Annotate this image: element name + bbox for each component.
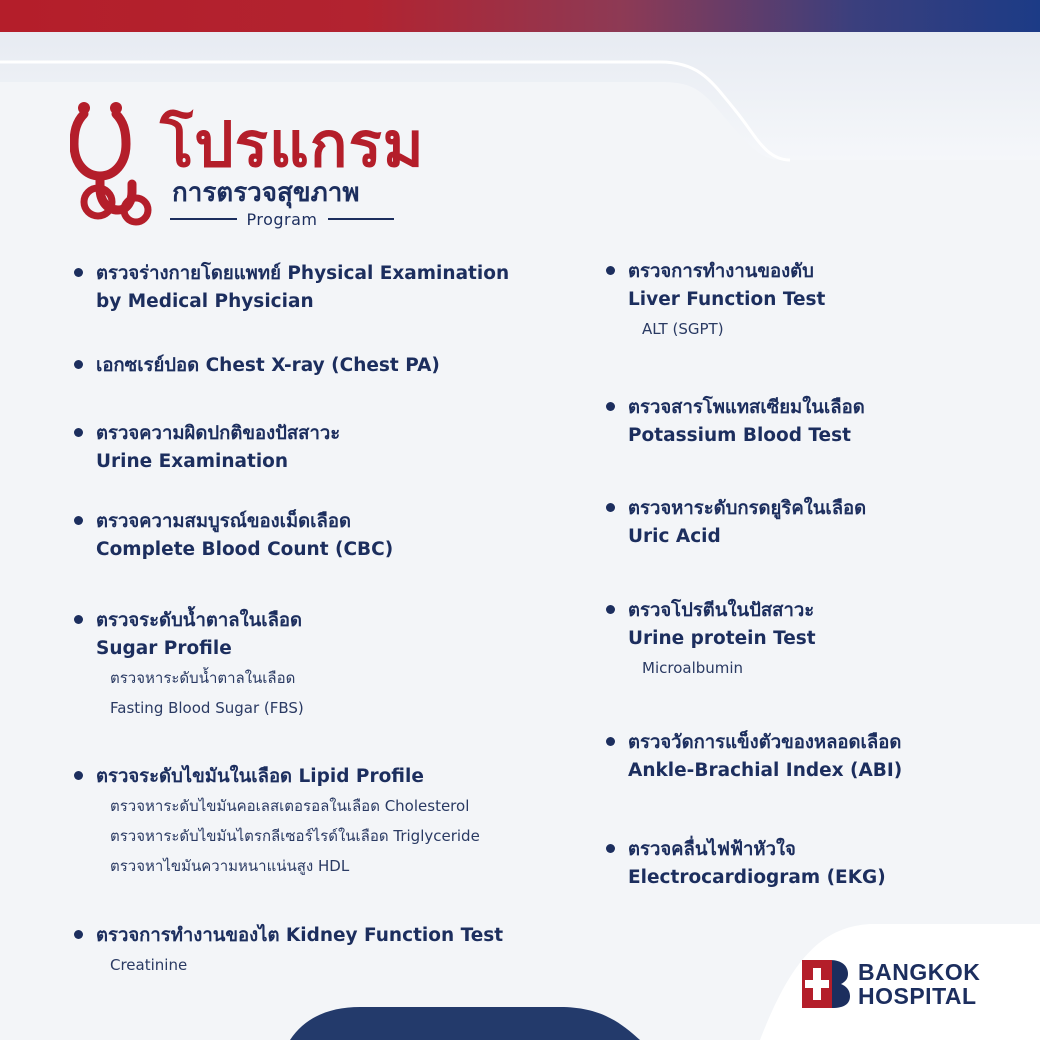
list-item	[606, 729, 902, 785]
list-item	[606, 836, 886, 892]
logo-line2: HOSPITAL	[858, 983, 977, 1009]
item-text	[628, 258, 825, 344]
item-text	[628, 495, 866, 551]
item-title: ตรวจสารโพแทสเซียมในเลือด	[628, 397, 865, 418]
stethoscope-icon	[70, 92, 160, 232]
list-item	[74, 260, 509, 316]
item-title: ตรวจการทำงานของไต Kidney Function Test	[96, 925, 504, 946]
bullet-icon	[74, 428, 83, 437]
item-detail: ตรวจหาระดับน้ำตาลในเลือด	[110, 669, 296, 687]
item-title: Complete Blood Count (CBC)	[96, 539, 394, 560]
item-text	[628, 597, 816, 683]
bangkok-hospital-logo	[800, 958, 1010, 1012]
bullet-icon	[74, 268, 83, 277]
bullet-icon	[74, 930, 83, 939]
item-detail: ตรวจหาไขมันความหนาแน่นสูง HDL	[110, 857, 350, 875]
list-item	[74, 922, 503, 980]
page-subtitle-thai: การตรวจสุขภาพ	[172, 178, 360, 208]
item-title: ตรวจคลื่นไฟฟ้าหัวใจ	[628, 839, 796, 860]
item-title: ตรวจการทำงานของตับ	[628, 261, 814, 282]
bullet-icon	[606, 402, 615, 411]
list-item	[74, 352, 440, 380]
item-title: Electrocardiogram (EKG)	[628, 867, 886, 888]
bullet-icon	[74, 360, 83, 369]
item-detail: Microalbumin	[642, 659, 744, 677]
list-item	[74, 420, 340, 476]
list-item	[74, 508, 393, 564]
item-text	[96, 763, 480, 881]
divider-line	[170, 218, 237, 220]
item-title: ตรวจร่างกายโดยแพทย์ Physical Examination	[96, 263, 510, 284]
item-title: Sugar Profile	[96, 638, 232, 659]
item-detail: ตรวจหาระดับไขมันคอเลสเตอรอลในเลือด Cholesterol	[110, 797, 470, 815]
logo-line1: BANGKOK	[858, 959, 981, 985]
top-gradient-bar	[0, 0, 1040, 32]
item-text	[628, 836, 886, 892]
item-text	[96, 607, 304, 723]
item-text	[96, 352, 440, 380]
item-title: Uric Acid	[628, 526, 721, 547]
list-item	[606, 394, 865, 450]
item-title: Potassium Blood Test	[628, 425, 851, 446]
item-title: ตรวจระดับไขมันในเลือด Lipid Profile	[96, 766, 424, 787]
bullet-icon	[74, 615, 83, 624]
item-title: ตรวจหาระดับกรดยูริคในเลือด	[628, 498, 867, 519]
item-detail: Creatinine	[110, 956, 188, 974]
item-title: Urine protein Test	[628, 628, 816, 649]
item-title: ตรวจระดับน้ำตาลในเลือด	[96, 610, 303, 631]
item-detail: Fasting Blood Sugar (FBS)	[110, 699, 304, 717]
bullet-icon	[606, 605, 615, 614]
item-title: by Medical Physician	[96, 291, 314, 312]
item-title: ตรวจความสมบูรณ์ของเม็ดเลือด	[96, 511, 351, 532]
item-title: ตรวจวัดการแข็งตัวของหลอดเลือด	[628, 732, 902, 753]
program-label-row	[170, 208, 394, 230]
item-detail: ALT (SGPT)	[642, 320, 724, 338]
logo-text	[858, 960, 980, 1008]
list-item	[74, 763, 480, 881]
list-item	[606, 258, 825, 344]
page-title: โปรแกรม	[160, 108, 425, 181]
bullet-icon	[606, 266, 615, 275]
bullet-icon	[74, 771, 83, 780]
list-item	[606, 597, 816, 683]
item-title: เอกซเรย์ปอด Chest X-ray (Chest PA)	[96, 355, 440, 376]
item-text	[96, 922, 503, 980]
item-title: Ankle-Brachial Index (ABI)	[628, 760, 903, 781]
list-item	[74, 607, 304, 723]
item-text	[628, 394, 865, 450]
bullet-icon	[606, 503, 615, 512]
bullet-icon	[606, 737, 615, 746]
divider-line	[328, 218, 395, 220]
list-item	[606, 495, 866, 551]
item-text	[96, 260, 509, 316]
item-title: Urine Examination	[96, 451, 289, 472]
item-text	[96, 420, 340, 476]
bullet-icon	[74, 516, 83, 525]
item-title: ตรวจความผิดปกติของปัสสาวะ	[96, 423, 341, 444]
bangkok-hospital-logo-icon	[800, 958, 852, 1010]
item-title: ตรวจโปรตีนในปัสสาวะ	[628, 600, 815, 621]
item-title: Liver Function Test	[628, 289, 826, 310]
item-text	[628, 729, 902, 785]
item-text	[96, 508, 393, 564]
bullet-icon	[606, 844, 615, 853]
header	[70, 92, 430, 237]
program-label: Program	[246, 209, 318, 229]
item-detail: ตรวจหาระดับไขมันไตรกลีเซอร์ไรด์ในเลือด Triglyceride	[110, 827, 480, 845]
